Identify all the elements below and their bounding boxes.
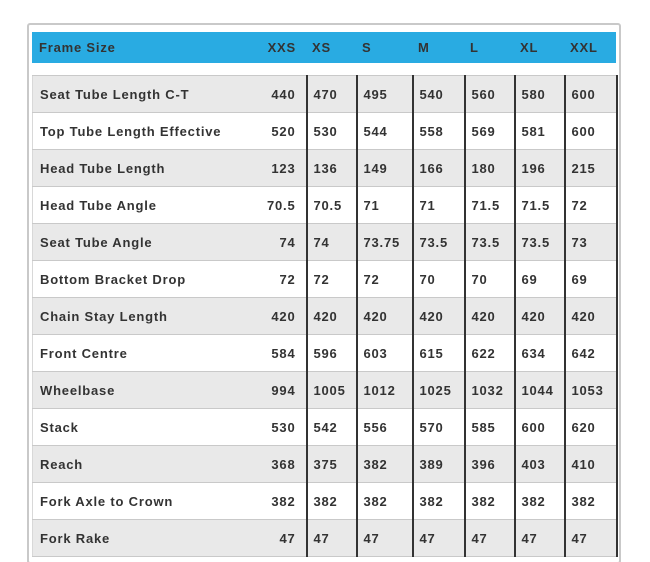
table-row <box>33 335 617 372</box>
value-cell-l: 420 <box>465 298 515 335</box>
value-cell-xxs: 123 <box>223 150 307 187</box>
value-cell-s: 556 <box>357 409 413 446</box>
value-cell-xl: 196 <box>515 150 565 187</box>
row-label-cell: Front Centre <box>33 335 223 372</box>
value-cell-xxs: 530 <box>223 409 307 446</box>
value-cell-xxs: 72 <box>223 261 307 298</box>
value-cell-xs: 47 <box>307 520 357 557</box>
table-row <box>33 483 617 520</box>
value-cell-xxl: 420 <box>565 298 617 335</box>
value-cell-xxs: 994 <box>223 372 307 409</box>
value-cell-xxl: 1053 <box>565 372 617 409</box>
value-cell-l: 569 <box>465 113 515 150</box>
frame-geometry-panel <box>27 23 621 562</box>
value-cell-xs: 72 <box>307 261 357 298</box>
value-cell-m: 570 <box>413 409 465 446</box>
table-row <box>33 224 617 261</box>
value-cell-m: 47 <box>413 520 465 557</box>
row-label-cell: Chain Stay Length <box>33 298 223 335</box>
value-cell-l: 70 <box>465 261 515 298</box>
table-row <box>33 372 617 409</box>
value-cell-m: 166 <box>413 150 465 187</box>
value-cell-m: 70 <box>413 261 465 298</box>
value-cell-m: 1025 <box>413 372 465 409</box>
row-label-cell: Bottom Bracket Drop <box>33 261 223 298</box>
value-cell-l: 396 <box>465 446 515 483</box>
table-row <box>33 409 617 446</box>
table-row <box>33 261 617 298</box>
value-cell-m: 615 <box>413 335 465 372</box>
value-cell-xs: 136 <box>307 150 357 187</box>
table-row <box>33 520 617 557</box>
value-cell-s: 603 <box>357 335 413 372</box>
value-cell-xxs: 368 <box>223 446 307 483</box>
row-label-cell: Top Tube Length Effective <box>33 113 223 150</box>
table-row <box>33 76 617 113</box>
value-cell-xxs: 74 <box>223 224 307 261</box>
value-cell-xl: 71.5 <box>515 187 565 224</box>
value-cell-s: 72 <box>357 261 413 298</box>
value-cell-xl: 403 <box>515 446 565 483</box>
value-cell-xxl: 600 <box>565 76 617 113</box>
value-cell-xxl: 410 <box>565 446 617 483</box>
geometry-table <box>32 75 618 557</box>
value-cell-xxs: 440 <box>223 76 307 113</box>
value-cell-m: 389 <box>413 446 465 483</box>
value-cell-m: 382 <box>413 483 465 520</box>
header-size-l: L <box>470 40 479 55</box>
value-cell-l: 180 <box>465 150 515 187</box>
value-cell-s: 544 <box>357 113 413 150</box>
value-cell-m: 540 <box>413 76 465 113</box>
value-cell-xs: 382 <box>307 483 357 520</box>
value-cell-xxl: 215 <box>565 150 617 187</box>
value-cell-xl: 1044 <box>515 372 565 409</box>
value-cell-l: 73.5 <box>465 224 515 261</box>
value-cell-xs: 70.5 <box>307 187 357 224</box>
header-body-gap <box>32 63 616 75</box>
value-cell-xs: 530 <box>307 113 357 150</box>
row-label-cell: Stack <box>33 409 223 446</box>
header-size-xxl: XXL <box>570 40 598 55</box>
value-cell-xs: 420 <box>307 298 357 335</box>
value-cell-xxs: 520 <box>223 113 307 150</box>
value-cell-l: 622 <box>465 335 515 372</box>
value-cell-s: 1012 <box>357 372 413 409</box>
row-label-cell: Wheelbase <box>33 372 223 409</box>
value-cell-s: 71 <box>357 187 413 224</box>
value-cell-s: 149 <box>357 150 413 187</box>
value-cell-xs: 542 <box>307 409 357 446</box>
value-cell-xl: 382 <box>515 483 565 520</box>
value-cell-xxs: 420 <box>223 298 307 335</box>
value-cell-xl: 581 <box>515 113 565 150</box>
header-size-s: S <box>362 40 372 55</box>
row-label-cell: Head Tube Length <box>33 150 223 187</box>
header-size-xl: XL <box>520 40 539 55</box>
value-cell-xxl: 620 <box>565 409 617 446</box>
value-cell-xs: 1005 <box>307 372 357 409</box>
value-cell-m: 558 <box>413 113 465 150</box>
value-cell-s: 382 <box>357 483 413 520</box>
row-label-cell: Fork Rake <box>33 520 223 557</box>
value-cell-xxl: 600 <box>565 113 617 150</box>
row-label-cell: Head Tube Angle <box>33 187 223 224</box>
value-cell-m: 71 <box>413 187 465 224</box>
value-cell-xl: 634 <box>515 335 565 372</box>
value-cell-s: 495 <box>357 76 413 113</box>
value-cell-s: 420 <box>357 298 413 335</box>
row-label-cell: Fork Axle to Crown <box>33 483 223 520</box>
header-frame-size: Frame Size <box>39 40 116 55</box>
row-label-cell: Seat Tube Length C-T <box>33 76 223 113</box>
value-cell-xxl: 642 <box>565 335 617 372</box>
header-size-xxs: XXS <box>267 40 296 55</box>
table-row <box>33 298 617 335</box>
value-cell-m: 73.5 <box>413 224 465 261</box>
value-cell-s: 47 <box>357 520 413 557</box>
table-header-row <box>32 32 616 63</box>
value-cell-xl: 600 <box>515 409 565 446</box>
value-cell-s: 73.75 <box>357 224 413 261</box>
table-row <box>33 113 617 150</box>
value-cell-xl: 580 <box>515 76 565 113</box>
value-cell-xs: 74 <box>307 224 357 261</box>
value-cell-xs: 470 <box>307 76 357 113</box>
value-cell-xl: 420 <box>515 298 565 335</box>
value-cell-xxs: 70.5 <box>223 187 307 224</box>
value-cell-l: 560 <box>465 76 515 113</box>
value-cell-xxs: 584 <box>223 335 307 372</box>
value-cell-l: 585 <box>465 409 515 446</box>
row-label-cell: Seat Tube Angle <box>33 224 223 261</box>
table-row <box>33 187 617 224</box>
value-cell-s: 382 <box>357 446 413 483</box>
table-row <box>33 150 617 187</box>
value-cell-l: 71.5 <box>465 187 515 224</box>
header-size-m: M <box>418 40 430 55</box>
value-cell-xxl: 69 <box>565 261 617 298</box>
value-cell-xxl: 73 <box>565 224 617 261</box>
value-cell-xxs: 47 <box>223 520 307 557</box>
value-cell-l: 1032 <box>465 372 515 409</box>
value-cell-xl: 47 <box>515 520 565 557</box>
value-cell-xxl: 382 <box>565 483 617 520</box>
value-cell-xs: 375 <box>307 446 357 483</box>
table-row <box>33 446 617 483</box>
value-cell-xs: 596 <box>307 335 357 372</box>
value-cell-m: 420 <box>413 298 465 335</box>
row-label-cell: Reach <box>33 446 223 483</box>
value-cell-xl: 69 <box>515 261 565 298</box>
value-cell-xl: 73.5 <box>515 224 565 261</box>
value-cell-xxl: 47 <box>565 520 617 557</box>
value-cell-l: 47 <box>465 520 515 557</box>
value-cell-l: 382 <box>465 483 515 520</box>
value-cell-xxl: 72 <box>565 187 617 224</box>
header-size-xs: XS <box>312 40 331 55</box>
value-cell-xxs: 382 <box>223 483 307 520</box>
